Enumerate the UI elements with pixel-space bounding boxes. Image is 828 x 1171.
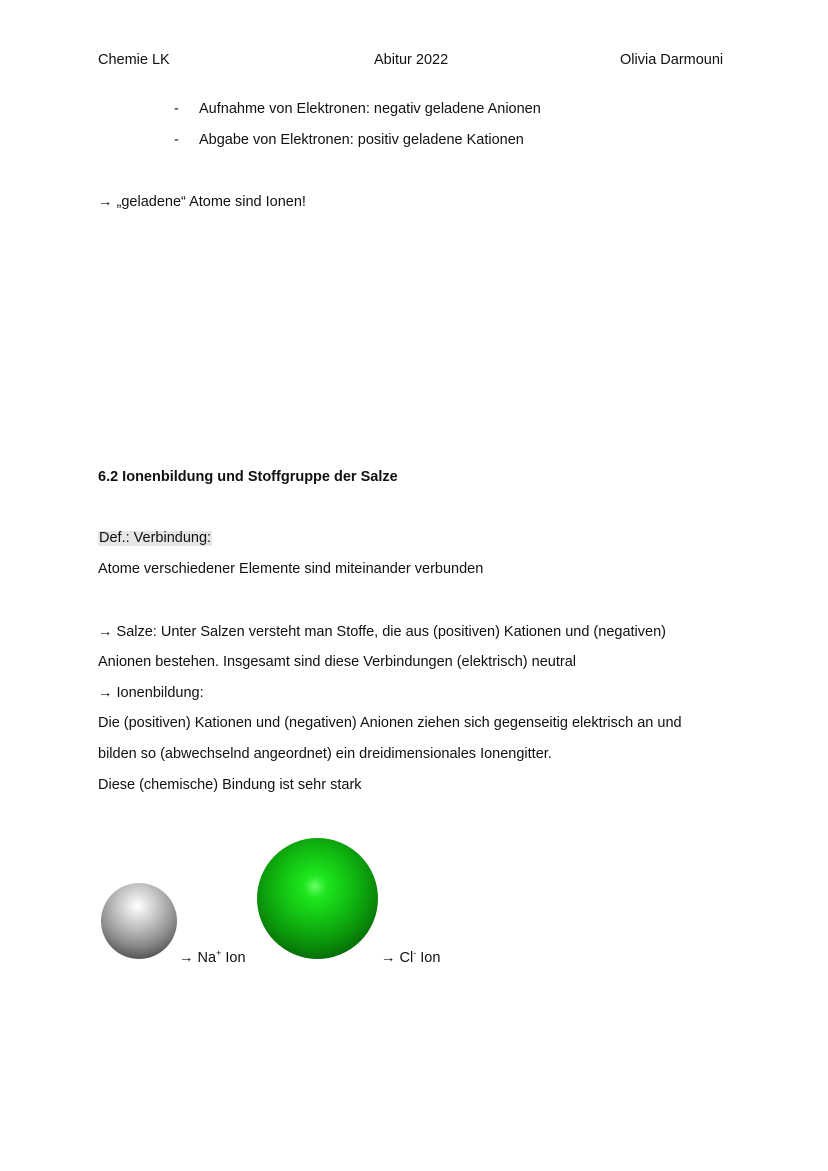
ions-note: → „geladene“ Atome sind Ionen! [98,194,306,210]
ionenbildung-label: → Ionenbildung: [98,685,204,701]
sodium-ion-charge: + [216,948,222,959]
bullet-anionen: Aufnahme von Elektronen: negativ geladene Anionen [199,101,541,117]
header-exam: Abitur 2022 [374,52,449,68]
chloride-ion-suffix: Ion [416,950,441,966]
sodium-ion-suffix: Ion [221,950,246,966]
bullet-kationen: Abgabe von Elektronen: positiv geladene Kationen [199,132,524,148]
salze-line-1: → Salze: Unter Salzen versteht man Stoffe, die aus (positiven) Kationen und (negativen) [98,624,666,640]
section-heading: 6.2 Ionenbildung und Stoffgruppe der Salze [98,469,398,485]
definition-label: Def.: Verbindung: [99,530,212,546]
chloride-ion-prefix: → Cl [381,950,414,966]
chloride-ion-charge: - [413,948,417,959]
sodium-ion-sphere [101,883,177,959]
ionenbildung-line-1: Die (positiven) Kationen und (negativen) Anionen ziehen sich gegenseitig elektrisch an und [98,715,682,731]
bullet-dash: - [174,101,179,117]
bindung-text: Diese (chemische) Bindung ist sehr stark [98,777,362,793]
chloride-ion-sphere [257,838,378,959]
bullet-dash: - [174,132,179,148]
definition-text: Atome verschiedener Elemente sind miteinander verbunden [98,561,484,577]
salze-line-2: Anionen bestehen. Insgesamt sind diese Verbindungen (elektrisch) neutral [98,654,576,670]
header-author: Olivia Darmouni [620,52,724,68]
ionenbildung-line-2: bilden so (abwechselnd angeordnet) ein dreidimensionales Ionengitter. [98,746,552,762]
chloride-ion-label [381,948,441,966]
sodium-ion-prefix: → Na [179,950,217,966]
header-subject: Chemie LK [98,52,170,68]
sodium-ion-label [179,948,246,966]
